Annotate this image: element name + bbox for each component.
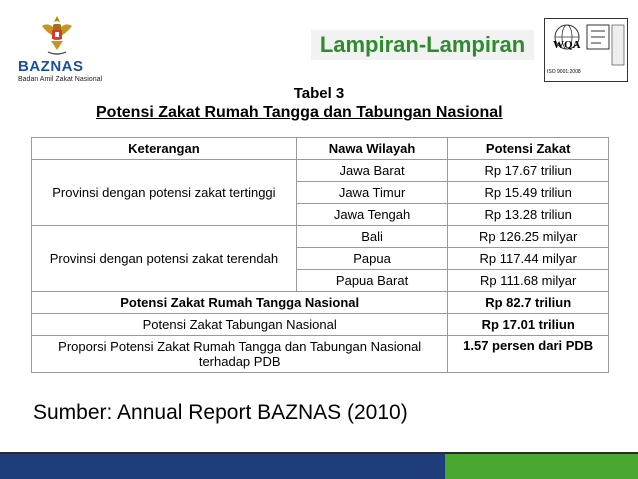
footer-divider <box>0 452 638 454</box>
summary-label: Potensi Zakat Rumah Tangga Nasional <box>32 292 448 314</box>
region-cell: Jawa Tengah <box>296 204 448 226</box>
group-label: Provinsi dengan potensi zakat tertinggi <box>32 160 297 226</box>
wqa-label: WQA <box>553 39 581 51</box>
summary-label: Potensi Zakat Tabungan Nasional <box>32 314 448 336</box>
summary-label: Proporsi Potensi Zakat Rumah Tangga dan Tabungan Nasional terhadap PDB <box>32 336 448 373</box>
footer-bar-blue <box>0 452 445 479</box>
table-title: Potensi Zakat Rumah Tangga dan Tabungan Nasional <box>96 104 503 121</box>
region-cell: Jawa Timur <box>296 182 448 204</box>
page-title: Lampiran-Lampiran <box>311 30 534 60</box>
summary-value: 1.57 persen dari PDB <box>448 336 609 373</box>
header-keterangan: Keterangan <box>32 138 297 160</box>
table-row <box>32 226 609 248</box>
value-cell: Rp 126.25 milyar <box>448 226 609 248</box>
summary-row <box>32 292 609 314</box>
summary-row <box>32 314 609 336</box>
region-cell: Papua <box>296 248 448 270</box>
iso-label: ISO 9001:2008 <box>547 69 581 75</box>
header-potensi: Potensi Zakat <box>448 138 609 160</box>
value-cell: Rp 15.49 triliun <box>448 182 609 204</box>
region-cell: Bali <box>296 226 448 248</box>
value-cell: Rp 13.28 triliun <box>448 204 609 226</box>
brand-name: BAZNAS <box>18 58 84 75</box>
value-cell: Rp 17.67 triliun <box>448 160 609 182</box>
source-note: Sumber: Annual Report BAZNAS (2010) <box>33 401 408 424</box>
table-number: Tabel 3 <box>293 85 345 102</box>
summary-row <box>32 336 609 373</box>
zakat-potential-table <box>31 137 609 373</box>
certification-logo <box>544 18 628 82</box>
region-cell: Papua Barat <box>296 270 448 292</box>
value-cell: Rp 117.44 milyar <box>448 248 609 270</box>
baznas-logo <box>8 10 118 85</box>
group-label: Provinsi dengan potensi zakat terendah <box>32 226 297 292</box>
header-wilayah: Nawa Wilayah <box>296 138 448 160</box>
table-row <box>32 160 609 182</box>
region-cell: Jawa Barat <box>296 160 448 182</box>
footer-bar <box>0 452 638 479</box>
summary-value: Rp 17.01 triliun <box>448 314 609 336</box>
footer-bar-green <box>445 452 638 479</box>
summary-value: Rp 82.7 triliun <box>448 292 609 314</box>
table-header-row <box>32 138 609 160</box>
brand-subtitle: Badan Amil Zakat Nasional <box>18 76 103 83</box>
value-cell: Rp 111.68 milyar <box>448 270 609 292</box>
garuda-emblem-icon <box>40 14 74 56</box>
